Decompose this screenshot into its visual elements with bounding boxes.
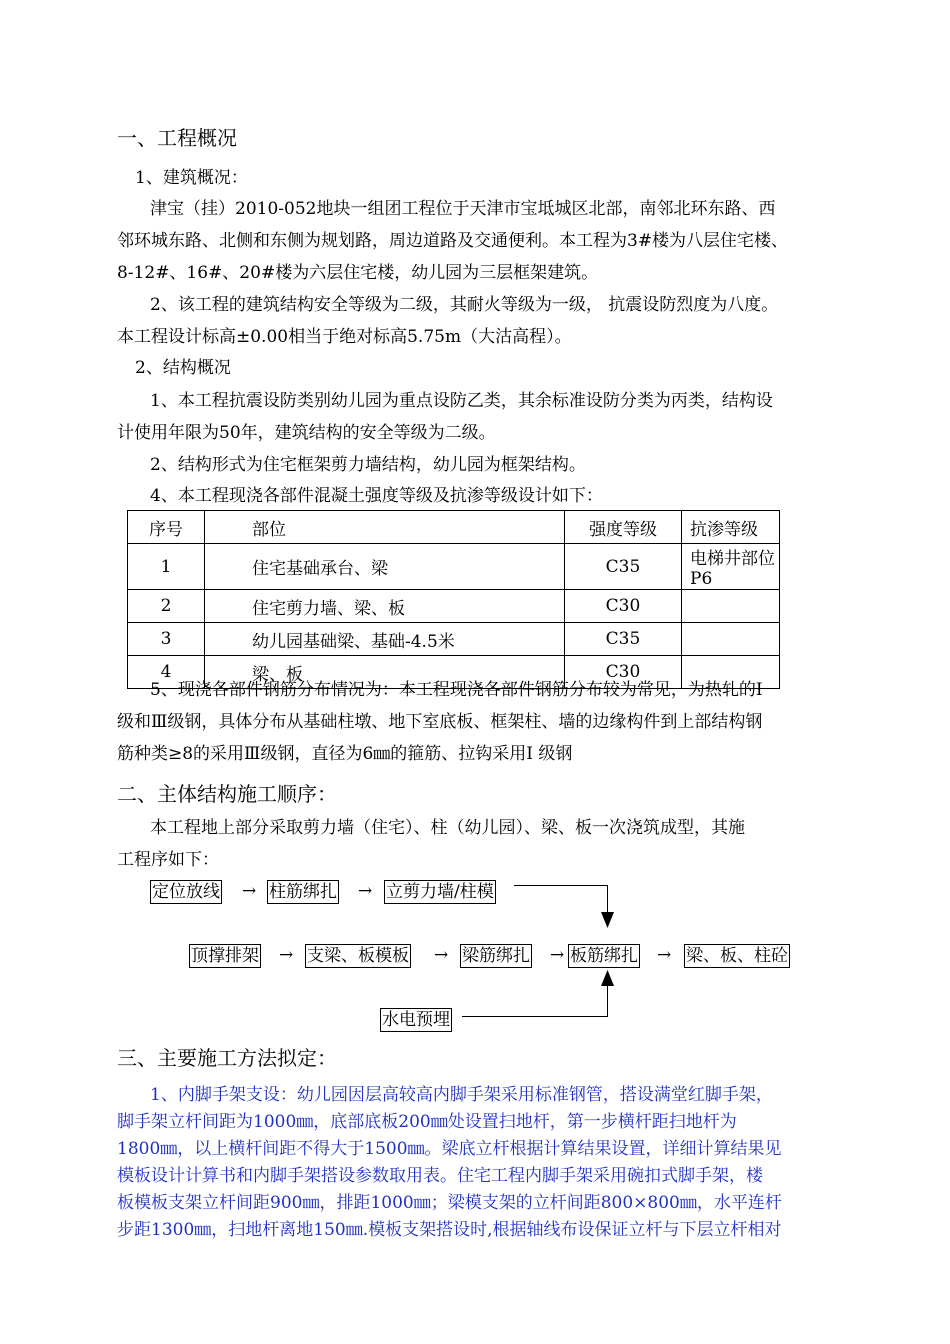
paragraph-line: 筋种类≥8的采用Ⅲ级钢，直径为6㎜的箍筋、拉钩采用Ⅰ 级钢 <box>117 744 573 764</box>
paragraph-line: 模板设计计算书和内脚手架搭设参数取用表。住宅工程内脚手架采用碗扣式脚手架，楼 <box>117 1166 763 1186</box>
table-row <box>128 590 780 623</box>
paragraph-line: 8-12#、16#、20#楼为六层住宅楼，幼儿园为三层框架建筑。 <box>117 263 599 283</box>
flow-step-concrete-pour: 梁、板、柱砼 <box>686 946 788 966</box>
connector-line <box>607 885 608 915</box>
arrow-down-icon <box>601 912 614 928</box>
table-cell: 3 <box>128 623 205 656</box>
table-header-cell: 序号 <box>128 511 205 544</box>
paragraph-line: 津宝（挂）2010-052地块一组团工程位于天津市宝坻城区北部，南邻北环东路、西 <box>150 199 776 219</box>
flow-step-wall-formwork: 立剪力墙/柱模 <box>386 882 494 902</box>
arrow-right-icon: → <box>279 945 294 965</box>
table-cell: 电梯井部位P6 <box>682 544 780 590</box>
paragraph-line: 1800㎜，以上横杆间距不得大于1500㎜。梁底立杆根据计算结果设置，详细计算结果见 <box>117 1139 782 1159</box>
paragraph-line: 计使用年限为50年，建筑结构的安全等级为二级。 <box>117 423 496 443</box>
flow-step-shoring: 顶撑排架 <box>191 946 259 966</box>
arrow-right-icon: → <box>434 945 449 965</box>
paragraph-line: 本工程地上部分采取剪力墙（住宅）、柱（幼儿园）、梁、板一次浇筑成型，其施 <box>150 818 745 838</box>
section1-subheading-structure: 2、结构概况 <box>135 358 231 378</box>
paragraph-line: 1、本工程抗震设防类别幼儿园为重点设防乙类，其余标准设防分类为丙类，结构设 <box>150 391 773 411</box>
arrow-up-icon <box>601 970 614 986</box>
table-header-row <box>128 511 780 544</box>
flow-step-slab-rebar: 板筋绑扎 <box>570 946 638 966</box>
section3-heading: 三、主要施工方法拟定： <box>117 1046 337 1070</box>
connector-line <box>607 985 608 1017</box>
arrow-right-icon: → <box>358 881 373 901</box>
table-cell: 4 <box>128 656 205 689</box>
table-cell: C30 <box>565 590 682 623</box>
paragraph-line: 本工程设计标高±0.00相当于绝对标高5.75m（大沽高程）。 <box>117 327 572 347</box>
table-cell: 住宅基础承台、梁 <box>205 544 565 590</box>
table-cell: 幼儿园基础梁、基础-4.5米 <box>205 623 565 656</box>
section1-subheading-building: 1、建筑概况： <box>135 168 248 188</box>
paragraph-line: 脚手架立杆间距为1000㎜，底部底板200㎜处设置扫地杆，第一步横杆距扫地杆为 <box>117 1112 737 1132</box>
paragraph-line: 1、内脚手架支设：幼儿园因层高较高内脚手架采用标准钢管，搭设满堂红脚手架， <box>150 1085 773 1105</box>
arrow-right-icon: → <box>657 945 672 965</box>
table-cell: 2 <box>128 590 205 623</box>
table-cell: 住宅剪力墙、梁、板 <box>205 590 565 623</box>
paragraph-line: 5、现浇各部件钢筋分布情况为：本工程现浇各部件钢筋分布较为常见，为热轧的Ⅰ <box>150 680 763 700</box>
paragraph-line: 级和Ⅲ级钢，具体分布从基础柱墩、地下室底板、框架柱、墙的边缘构件到上部结构钢 <box>117 712 763 732</box>
flow-step-column-rebar: 柱筋绑扎 <box>269 882 337 902</box>
paragraph-line: 2、结构形式为住宅框架剪力墙结构，幼儿园为框架结构。 <box>150 455 586 475</box>
table-cell: C30 <box>565 656 682 689</box>
table-header-cell: 部位 <box>205 511 565 544</box>
arrow-right-icon: → <box>550 945 565 965</box>
table-cell <box>682 623 780 656</box>
section2-heading: 二、主体结构施工顺序： <box>117 782 337 806</box>
paragraph-line: 步距1300㎜，扫地杆离地150㎜.模板支架搭设时,根据轴线布设保证立杆与下层立杆相对 <box>117 1220 782 1240</box>
paragraph-line: 邻环城东路、北侧和东侧为规划路，周边道路及交通便利。本工程为3#楼为八层住宅楼、 <box>117 231 789 251</box>
table-row <box>128 623 780 656</box>
table-cell: C35 <box>565 623 682 656</box>
flow-step-beam-slab-formwork: 支梁、板模板 <box>307 946 409 966</box>
concrete-grade-table <box>127 510 780 689</box>
table-cell: 梁、板 <box>205 656 565 689</box>
paragraph-line: 工程序如下： <box>117 850 219 870</box>
table-header-cell: 强度等级 <box>565 511 682 544</box>
table-cell: C35 <box>565 544 682 590</box>
flow-step-mep-embedding: 水电预埋 <box>382 1010 450 1030</box>
paragraph-line: 板模板支架立杆间距900㎜，排距1000㎜；梁模支架的立杆间距800×800㎜，水平连杆 <box>117 1193 782 1213</box>
section1-heading: 一、工程概况 <box>117 126 237 150</box>
table-cell <box>682 590 780 623</box>
table-header-cell: 抗渗等级 <box>682 511 780 544</box>
table-row <box>128 544 780 590</box>
connector-line <box>514 885 608 886</box>
connector-line <box>462 1016 608 1017</box>
flow-step-beam-rebar: 梁筋绑扎 <box>462 946 530 966</box>
arrow-right-icon: → <box>242 881 257 901</box>
paragraph-line: 4、本工程现浇各部件混凝土强度等级及抗渗等级设计如下： <box>150 486 603 506</box>
table-cell: 1 <box>128 544 205 590</box>
paragraph-line: 2、该工程的建筑结构安全等级为二级，其耐火等级为一级， 抗震设防烈度为八度。 <box>150 295 779 315</box>
flow-step-positioning: 定位放线 <box>152 882 220 902</box>
